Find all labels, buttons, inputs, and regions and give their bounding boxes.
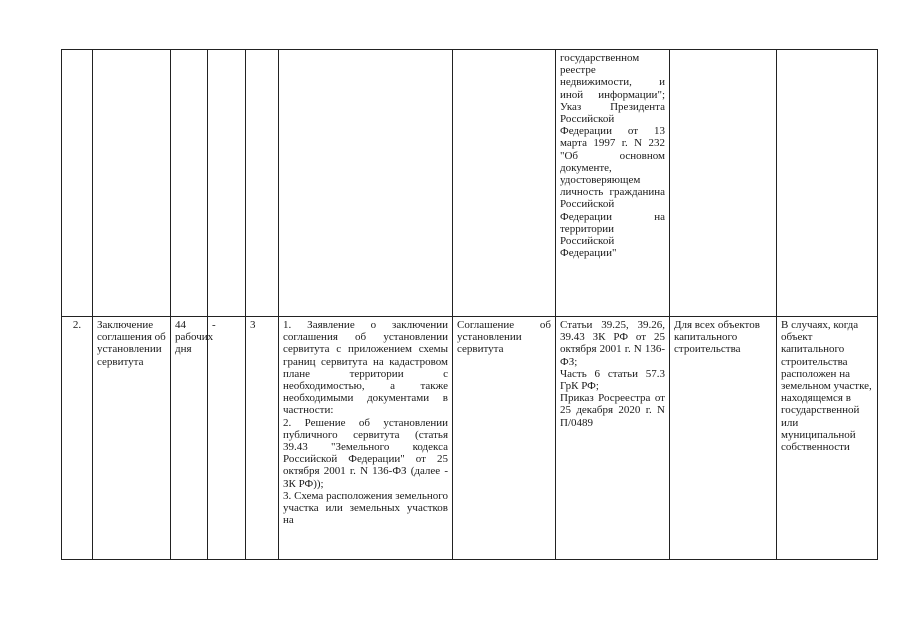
cell-term [171, 50, 208, 317]
services-table [61, 49, 878, 560]
cell-result: Соглашение об установлении сервитута [453, 317, 556, 560]
cell-objects: Для всех объектов капитального строительства [670, 317, 777, 560]
document-item: 3. Схема расположения земельного участка или земельных участков на [283, 489, 448, 527]
legal-basis-item: Статьи 39.25, 39.26, 39.43 ЗК РФ от 25 октября 2001 г. N 136-ФЗ; [560, 319, 665, 368]
document-item: 2. Решение об установлении публичного сервитута (статья 39.43 "Земельного кодекса Российской Федерации" от 25 октября 2001 г. N 136-ФЗ (далее - ЗК РФ)); [283, 416, 448, 490]
cell-conditions [777, 50, 878, 317]
cell-legal-basis: государственном реестре недвижимости, и иной информации"; Указ Президента Российской Федерации от 13 марта 1997 г. N 232 "Об основном документе, удостоверяющем личность гражданина Российской Федерации на территории Российской Федерации" [556, 50, 670, 317]
cell-term-reduced: - [208, 317, 246, 560]
document-item: 1. Заявление о заключении соглашения об установлении сервитута с приложением схемы границ сервитута на кадастровом плане территории с необходимостью, а также необходимыми документами в частности: [283, 319, 448, 417]
cell-name: Заключение соглашения об установлении сервитута [93, 317, 171, 560]
cell-documents [279, 317, 453, 560]
cell-col5 [246, 50, 279, 317]
cell-col5: 3 [246, 317, 279, 560]
table-row [62, 317, 878, 560]
cell-number: 2. [62, 317, 93, 560]
cell-term-reduced [208, 50, 246, 317]
cell-name [93, 50, 171, 317]
table-row [62, 50, 878, 317]
cell-term: 44 рабочих дня [171, 317, 208, 560]
cell-number [62, 50, 93, 317]
cell-legal-basis [556, 317, 670, 560]
cell-objects [670, 50, 777, 317]
cell-result [453, 50, 556, 317]
cell-conditions: В случаях, когда объект капитального строительства расположен на земельном участке, находящемся в государственной или муниципальной собственности [777, 317, 878, 560]
legal-basis-item: Часть 6 статьи 57.3 ГрК РФ; [560, 367, 665, 393]
legal-basis-item: Приказ Росреестра от 25 декабря 2020 г. N П/0489 [560, 392, 665, 429]
cell-documents [279, 50, 453, 317]
